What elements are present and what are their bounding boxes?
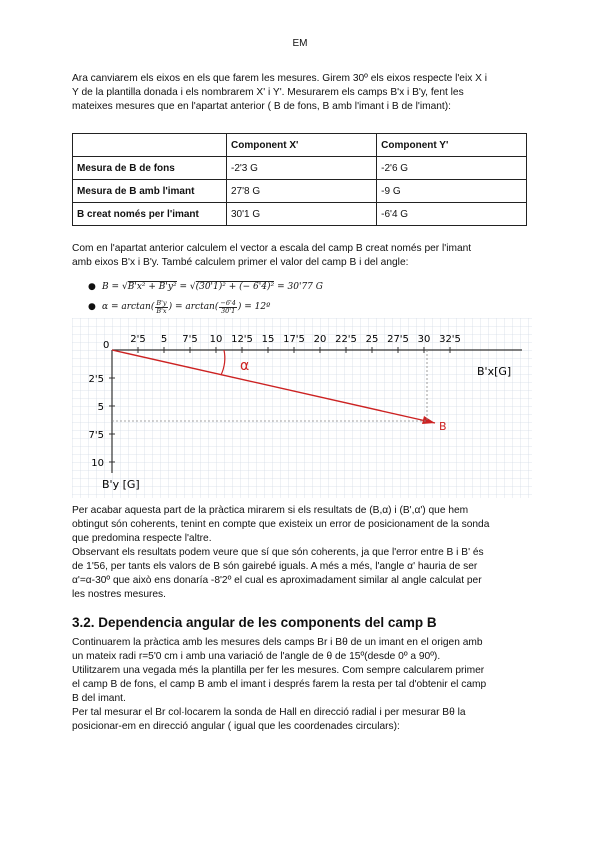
vector-diagram (72, 318, 532, 498)
equation-list (88, 277, 323, 317)
text-line: Utilitzarem una vegada més la plantilla per fer les mesures. Com sempre calcularem primer (72, 665, 485, 676)
x-tick-label: 22'5 (335, 334, 357, 345)
bullet-icon: ● (88, 302, 96, 312)
fraction-numerator: B'y (156, 298, 167, 307)
table-cell: 27'8 G (227, 180, 377, 203)
x-tick-label: 32'5 (439, 334, 461, 345)
x-tick-label: 2'5 (130, 334, 146, 345)
text-line: mateixes mesures que en l'apartat anterior ( B de fons, B amb l'imant i B de l'imant): (72, 101, 451, 112)
fraction-denominator: B'x (156, 306, 167, 315)
equation-magnitude (88, 277, 323, 297)
text-line: α'=α-30º que això ens donaría -8'2º el cual es aproximadament similar al angle calculat per (72, 575, 482, 586)
fraction (219, 300, 237, 315)
table-cell: -2'6 G (377, 157, 527, 180)
text-line: Y de la plantilla donada i els nombrarem X' i Y'. Mesurarem els camps B'x i B'y, fent les (72, 87, 464, 98)
text-line: de 1'56, per tants els valors de B són gairebé iguals. A més a més, l'angle α' hauria de ser (72, 561, 478, 572)
x-tick-label: 7'5 (182, 334, 198, 345)
graph-paper-grid (72, 318, 532, 498)
equation-result: = 30'77 G (277, 282, 323, 292)
fraction (155, 300, 167, 315)
discussion-paragraph (72, 504, 534, 602)
x-tick-label: 20 (313, 334, 327, 345)
table-cell: 30'1 G (227, 203, 377, 226)
text-line: B del imant. (72, 693, 126, 704)
section-title: 3.2. Dependencia angular de les components del camp B (72, 615, 437, 630)
x-tick-label: 25 (365, 334, 379, 345)
text-line: les nostres mesures. (72, 589, 166, 600)
table-cell: -9 G (377, 180, 527, 203)
equation-angle (88, 297, 323, 317)
y-tick-label: 10 (91, 458, 104, 469)
x-tick-label: 5 (160, 334, 168, 345)
sqrt-expression: √B'x² + B'y² = √(30'1)² + (− 6'4)² (122, 282, 275, 292)
x-tick-label: 30 (417, 334, 431, 345)
table-row (73, 203, 527, 226)
origin-label: 0 (103, 340, 110, 351)
x-tick-label: 27'5 (387, 334, 409, 345)
text-line: Ara canviarem els eixos en els que farem les mesures. Girem 30º els eixos respecte l'eix X i (72, 73, 488, 84)
text-line: el camp B de fons, el camp B amb el imant i després farem la resta per tal d'obtenir el camp (72, 679, 487, 690)
section-paragraph (72, 636, 534, 734)
text-line: Per acabar aquesta part de la pràctica mirarem si els resultats de (B,α) i (B',α') que hem (72, 505, 469, 516)
column-header: Component X' (227, 134, 377, 157)
y-tick-label: 2'5 (88, 374, 104, 385)
table-header-row (73, 134, 527, 157)
bullet-icon: ● (88, 282, 96, 292)
calc-intro-paragraph (72, 242, 534, 270)
text-line: posicionar-em en direcció angular ( igual que les coordenades circulars): (72, 721, 400, 732)
x-tick-label: 10 (209, 334, 223, 345)
row-header: Mesura de B amb l'imant (73, 180, 227, 203)
table-row (73, 180, 527, 203)
x-tick-label: 15 (261, 334, 275, 345)
equation-mid: ) = arctan( (168, 302, 219, 312)
x-axis-label: B'x[G] (477, 365, 512, 378)
text-line: Observant els resultats podem veure que sí que són coherents, ja que l'error entre B i B' és (72, 547, 484, 558)
measurement-table (72, 133, 527, 226)
column-header: Component Y' (377, 134, 527, 157)
angle-label: α (240, 358, 250, 374)
equation-result: ) = 12º (237, 302, 271, 312)
text-line: que predomina respecte l'altre. (72, 533, 212, 544)
y-tick-label: 7'5 (88, 430, 104, 441)
equation-lhs: α = arctan( (102, 302, 155, 312)
text-line: Per tal mesurar el Br col·locarem la sonda de Hall en direcció radial i per mesurar Bθ la (72, 707, 466, 718)
fraction-numerator: −6'4 (220, 298, 236, 307)
row-header: B creat només per l'imant (73, 203, 227, 226)
y-tick-label: 5 (97, 402, 104, 413)
x-tick-label: 17'5 (283, 334, 305, 345)
text-line: Continuarem la pràctica amb les mesures dels camps Br i Bθ de un imant en el origen amb (72, 637, 483, 648)
x-tick-label: 12'5 (231, 334, 253, 345)
fraction-denominator: 30'1 (221, 306, 236, 315)
text-line: un mateix radi r=5'0 cm i amb una variació de l'angle de θ de 15º(desde 0º a 90º). (72, 651, 441, 662)
table-row (73, 157, 527, 180)
vector-label: B (439, 420, 447, 433)
table-cell: -2'3 G (227, 157, 377, 180)
page-header: EM (292, 38, 308, 49)
intro-paragraph (72, 72, 534, 114)
table-corner-cell (73, 134, 227, 157)
table-cell: -6'4 G (377, 203, 527, 226)
text-line: Com en l'apartat anterior calculem el vector a escala del camp B creat només per l'imant (72, 243, 472, 254)
y-axis-label: B'y [G] (102, 478, 140, 491)
row-header: Mesura de B de fons (73, 157, 227, 180)
equation-lhs: B = (102, 282, 120, 292)
text-line: amb eixos B'x i B'y. També calculem primer el valor del camp B i del angle: (72, 257, 409, 268)
text-line: obtingut són coherents, tenint en compte que existeix un error de posicionament de la sonda (72, 519, 490, 530)
